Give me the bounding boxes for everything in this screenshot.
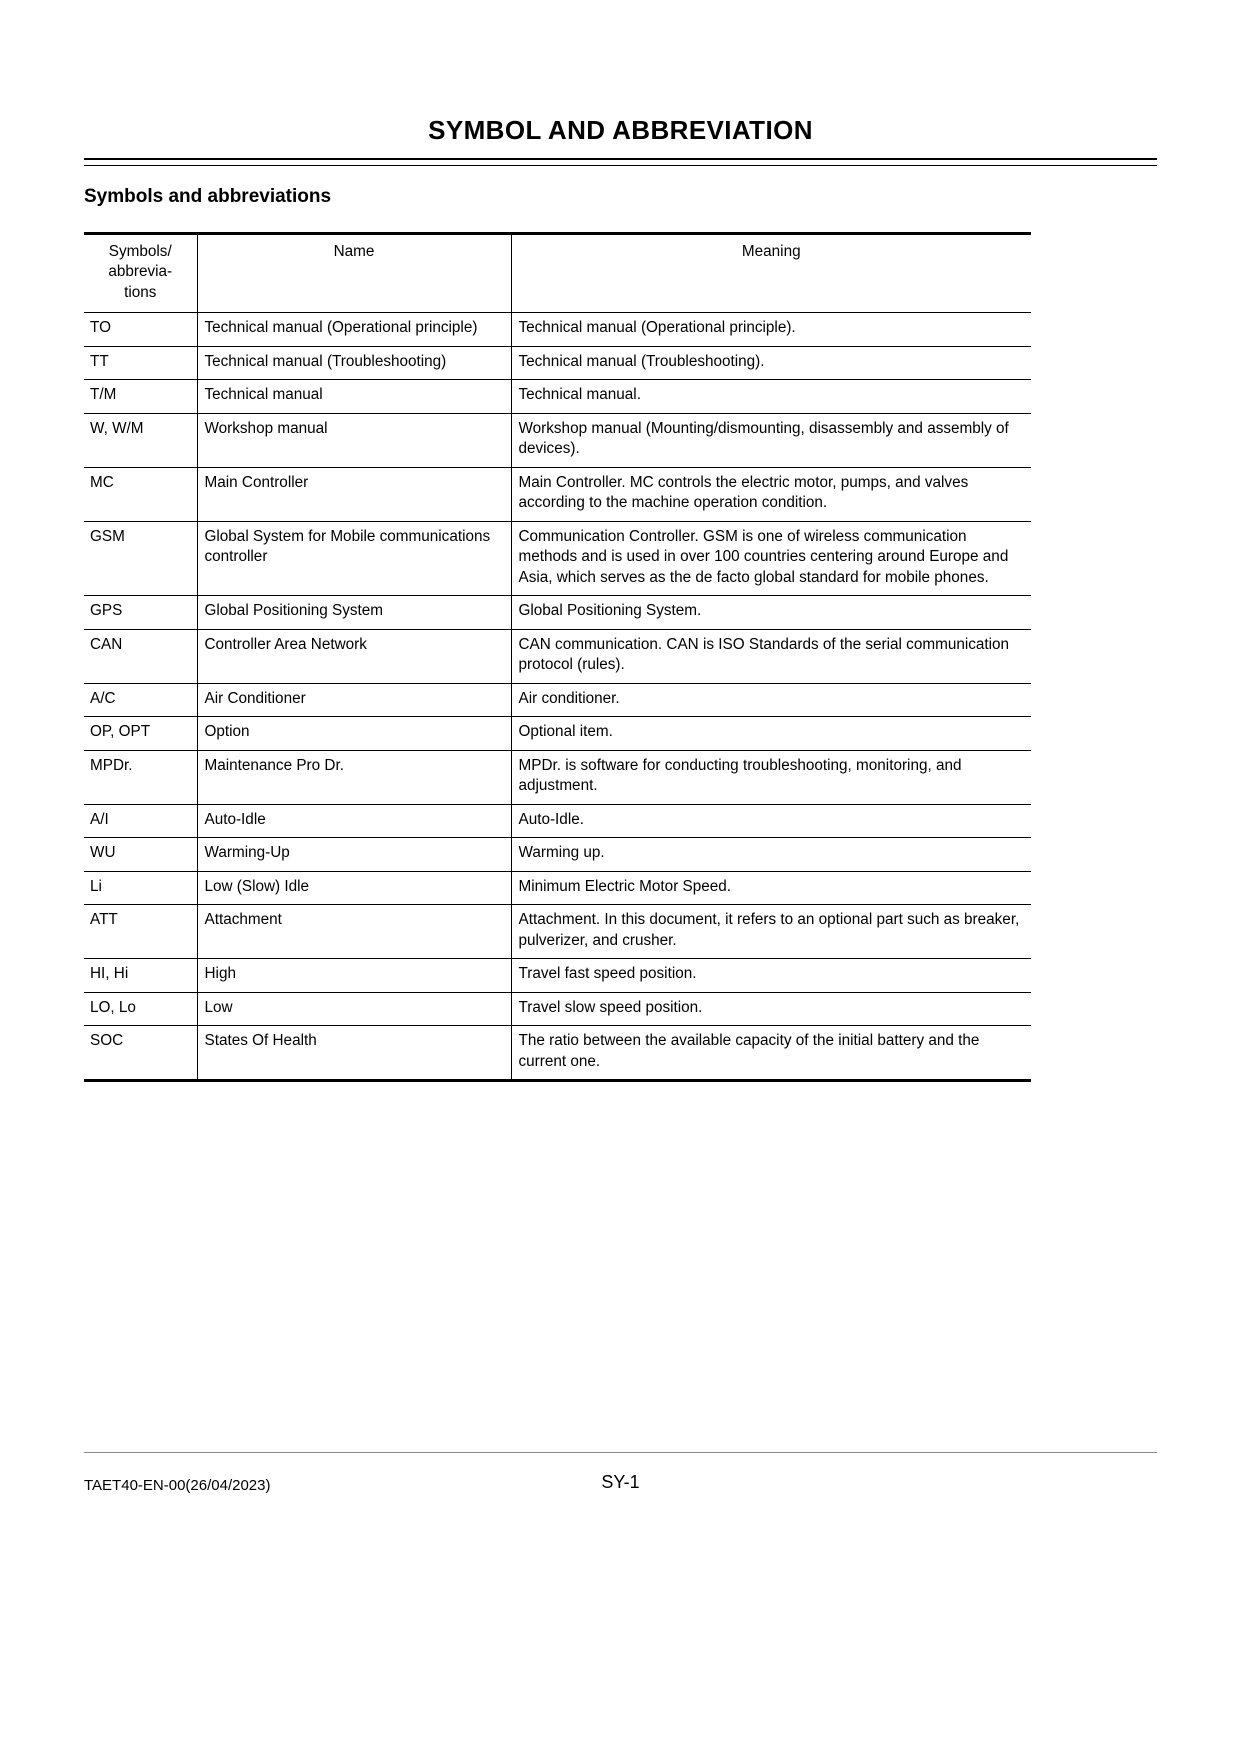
- cell-name: Technical manual: [197, 380, 511, 413]
- cell-name: High: [197, 959, 511, 992]
- cell-symbol: Li: [84, 871, 197, 904]
- footer-document-code: TAET40-EN-00(26/04/2023): [84, 1477, 271, 1494]
- cell-meaning: Technical manual (Troubleshooting).: [511, 346, 1031, 379]
- cell-meaning: Main Controller. MC controls the electric motor, pumps, and valves according to the machine operation condition.: [511, 467, 1031, 521]
- cell-meaning: The ratio between the available capacity of the initial battery and the current one.: [511, 1026, 1031, 1081]
- table-body: [84, 313, 1031, 1081]
- table-row: [84, 959, 1031, 992]
- cell-symbol: A/I: [84, 804, 197, 837]
- column-header-name: Name: [197, 234, 511, 313]
- footer-page-number: SY-1: [601, 1472, 640, 1492]
- column-header-symbols-line1: Symbols/: [108, 243, 172, 260]
- symbols-table-container: [84, 232, 1031, 1082]
- table-row: [84, 717, 1031, 750]
- table-row: [84, 750, 1031, 804]
- table-row: [84, 380, 1031, 413]
- cell-name: Low: [197, 992, 511, 1025]
- cell-meaning: Workshop manual (Mounting/dismounting, disassembly and assembly of devices).: [511, 413, 1031, 467]
- table-row: [84, 992, 1031, 1025]
- column-header-symbols-line3: tions: [124, 283, 157, 301]
- table-row: [84, 838, 1031, 871]
- title-divider: [84, 158, 1157, 166]
- cell-meaning: Technical manual (Operational principle).: [511, 313, 1031, 346]
- cell-name: Auto-Idle: [197, 804, 511, 837]
- cell-name: Warming-Up: [197, 838, 511, 871]
- table-row: [84, 683, 1031, 716]
- cell-symbol: A/C: [84, 683, 197, 716]
- cell-name: Option: [197, 717, 511, 750]
- table-row: [84, 1026, 1031, 1081]
- cell-name: Global Positioning System: [197, 596, 511, 629]
- cell-name: Technical manual (Operational principle): [197, 313, 511, 346]
- cell-meaning: Travel fast speed position.: [511, 959, 1031, 992]
- cell-name: States Of Health: [197, 1026, 511, 1081]
- cell-symbol: TO: [84, 313, 197, 346]
- cell-name: Air Conditioner: [197, 683, 511, 716]
- cell-symbol: W, W/M: [84, 413, 197, 467]
- table-header: [84, 234, 1031, 313]
- table-row: [84, 905, 1031, 959]
- table-row: [84, 467, 1031, 521]
- cell-symbol: HI, Hi: [84, 959, 197, 992]
- table-header-row: [84, 234, 1031, 313]
- cell-meaning: Communication Controller. GSM is one of wireless communication methods and is used in over 100 countries centering around Europe and Asia, which serves as the de facto global standard for mobile phones.: [511, 521, 1031, 595]
- table-row: [84, 346, 1031, 379]
- cell-meaning: Auto-Idle.: [511, 804, 1031, 837]
- cell-name: Technical manual (Troubleshooting): [197, 346, 511, 379]
- section-heading: Symbols and abbreviations: [84, 186, 332, 207]
- table-row: [84, 871, 1031, 904]
- cell-meaning: Technical manual.: [511, 380, 1031, 413]
- cell-meaning: Travel slow speed position.: [511, 992, 1031, 1025]
- table-row: [84, 629, 1031, 683]
- cell-symbol: WU: [84, 838, 197, 871]
- cell-name: Maintenance Pro Dr.: [197, 750, 511, 804]
- cell-name: Main Controller: [197, 467, 511, 521]
- cell-symbol: SOC: [84, 1026, 197, 1081]
- cell-symbol: CAN: [84, 629, 197, 683]
- cell-meaning: CAN communication. CAN is ISO Standards of the serial communication protocol (rules).: [511, 629, 1031, 683]
- cell-symbol: MC: [84, 467, 197, 521]
- cell-name: Attachment: [197, 905, 511, 959]
- column-header-symbols-line2: abbrevia-: [108, 263, 173, 281]
- cell-name: Workshop manual: [197, 413, 511, 467]
- table-row: [84, 804, 1031, 837]
- cell-symbol: LO, Lo: [84, 992, 197, 1025]
- column-header-meaning: Meaning: [511, 234, 1031, 313]
- cell-meaning: Attachment. In this document, it refers to an optional part such as breaker, pulverizer, and crusher.: [511, 905, 1031, 959]
- cell-symbol: GPS: [84, 596, 197, 629]
- cell-meaning: Air conditioner.: [511, 683, 1031, 716]
- cell-symbol: MPDr.: [84, 750, 197, 804]
- cell-meaning: Warming up.: [511, 838, 1031, 871]
- cell-meaning: Global Positioning System.: [511, 596, 1031, 629]
- footer-divider: [84, 1452, 1157, 1453]
- cell-meaning: Optional item.: [511, 717, 1031, 750]
- cell-symbol: GSM: [84, 521, 197, 595]
- page-title: SYMBOL AND ABBREVIATION: [428, 115, 813, 145]
- cell-symbol: TT: [84, 346, 197, 379]
- table-row: [84, 313, 1031, 346]
- cell-name: Controller Area Network: [197, 629, 511, 683]
- table-row: [84, 413, 1031, 467]
- cell-meaning: Minimum Electric Motor Speed.: [511, 871, 1031, 904]
- table-row: [84, 596, 1031, 629]
- cell-symbol: OP, OPT: [84, 717, 197, 750]
- cell-symbol: ATT: [84, 905, 197, 959]
- table-row: [84, 521, 1031, 595]
- cell-name: Global System for Mobile communications controller: [197, 521, 511, 595]
- cell-name: Low (Slow) Idle: [197, 871, 511, 904]
- cell-symbol: T/M: [84, 380, 197, 413]
- column-header-symbols: [84, 234, 197, 313]
- symbols-abbreviations-table: [84, 232, 1031, 1082]
- cell-meaning: MPDr. is software for conducting troubleshooting, monitoring, and adjustment.: [511, 750, 1031, 804]
